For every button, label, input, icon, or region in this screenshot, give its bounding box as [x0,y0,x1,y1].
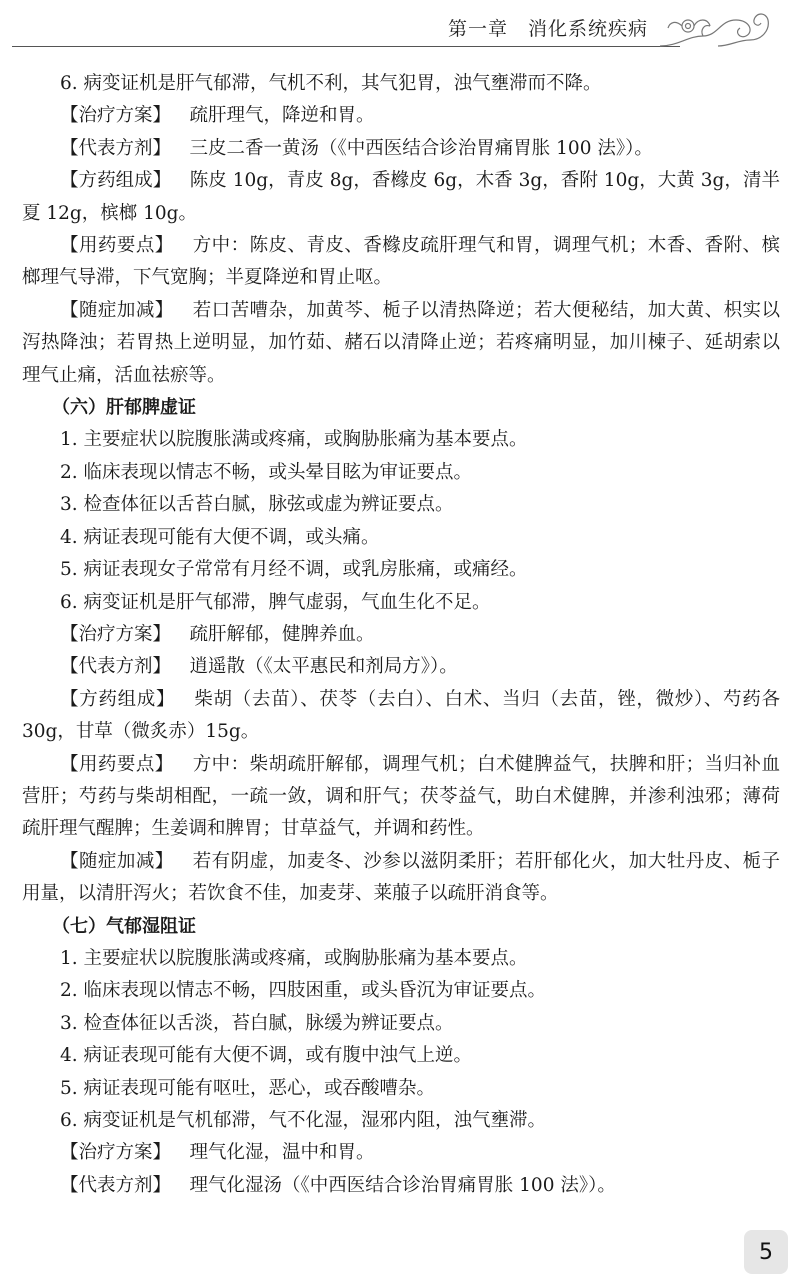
tagged-paragraph [22,100,780,132]
tagged-paragraph [22,651,780,683]
floral-ornament-icon [658,6,776,50]
list-item: 1. 主要症状以脘腹胀满或疼痛，或胸胁胀痛为基本要点。 [60,947,528,969]
header-rule [12,46,680,47]
section-tag: 【随症加减】 [60,850,174,872]
tagged-paragraph [22,619,780,651]
section-tag: 【方药组成】 [60,170,172,192]
chapter-title: 第一章 消化系统疾病 [447,18,648,40]
section-tag: 【治疗方案】 [60,105,172,127]
list-item: 2. 临床表现以情志不畅，四肢困重，或头昏沉为审证要点。 [60,980,547,1002]
tagged-paragraph [22,1137,780,1169]
tagged-paragraph [22,684,780,749]
tagged-paragraph [22,133,780,165]
paragraph-text: 疏肝解郁，健脾养血。 [189,623,375,645]
paragraph-text: 三皮二香一黄汤（《中西医结合诊治胃痛胃胀 100 法》）。 [189,137,653,159]
list-item: 3. 检查体征以舌苔白腻，脉弦或虚为辨证要点。 [60,494,454,516]
paragraph-text: 逍遥散（《太平惠民和剂局方》）。 [189,656,458,678]
paragraph-text: 陈皮 10g，青皮 8g，香橼皮 6g，木香 3g，香附 10g，大黄 3g，清半夏 12g，槟榔 10g。 [22,170,780,224]
list-item: 6. 病变证机是肝气郁滞，脾气虚弱，气血生化不足。 [60,591,491,613]
main-text [22,68,780,1202]
list-item: 6. 病变证机是气机郁滞，气不化湿，湿邪内阻，浊气壅滞。 [60,1110,547,1131]
tagged-paragraph [22,165,780,230]
section-tag: 【方药组成】 [60,688,176,710]
tagged-paragraph [22,295,780,392]
list-item: 5. 病证表现女子常常有月经不调，或乳房胀痛，或痛经。 [60,559,528,581]
tagged-paragraph [22,230,780,295]
list-item: 6. 病变证机是肝气郁滞，气机不利，其气犯胃，浊气壅滞而不降。 [60,73,602,94]
page-header [0,0,800,50]
list-item: 1. 主要症状以脘腹胀满或疼痛，或胸胁胀痛为基本要点。 [60,429,528,451]
paragraph-text: 疏肝理气，降逆和胃。 [189,105,375,127]
tagged-paragraph [22,846,780,911]
paragraph-text: 若有阴虚，加麦冬、沙参以滋阴柔肝；若肝郁化火，加大牡丹皮、栀子用量，以清肝泻火；若饮食不佳，加麦芽、莱菔子以疏肝消食等。 [22,850,780,905]
paragraph-text: 若口苦嘈杂，加黄芩、栀子以清热降逆；若大便秘结，加大黄、枳实以泻热降浊；若胃热上逆明显，加竹茹、赭石以清降止逆；若疼痛明显，加川楝子、延胡索以理气止痛，活血祛瘀等。 [22,299,780,386]
list-item: 2. 临床表现以情志不畅，或头晕目眩为审证要点。 [60,461,473,483]
paragraph-text: 柴胡（去苗）、茯苓（去白）、白术、当归（去苗，锉，微炒）、芍药各 30g，甘草（微炙赤）15g。 [22,688,780,743]
section-tag: 【代表方剂】 [60,656,172,678]
section-tag: 【随症加减】 [60,299,174,321]
paragraph-text: 方中：柴胡疏肝解郁，调理气机；白术健脾益气，扶脾和肝；当归补血营肝；芍药与柴胡相配，一疏一敛，调和肝气；茯苓益气，助白术健脾，并渗利浊邪；薄荷疏肝理气醒脾；生姜调和脾胃；甘草益气，并调和药性。 [22,753,780,840]
list-item: 5. 病证表现可能有呕吐，恶心，或吞酸嘈杂。 [60,1077,436,1099]
section-heading: （七）气郁湿阻证 [52,915,196,937]
list-item: 4. 病证表现可能有大便不调，或有腹中浊气上逆。 [60,1045,473,1067]
section-tag: 【治疗方案】 [60,1142,172,1164]
paragraph-text: 理气化湿，温中和胃。 [189,1142,375,1164]
list-item: 3. 检查体征以舌淡，苔白腻，脉缓为辨证要点。 [60,1012,454,1034]
tagged-paragraph [22,1170,780,1202]
paragraph-text: 理气化湿汤（《中西医结合诊治胃痛胃胀 100 法》）。 [189,1174,616,1196]
tagged-paragraph [22,749,780,846]
section-tag: 【代表方剂】 [60,1174,172,1196]
paragraph-text: 方中：陈皮、青皮、香橼皮疏肝理气和胃，调理气机；木香、香附、槟榔理气导滞，下气宽胸；半夏降逆和胃止呕。 [22,235,780,289]
section-tag: 【用药要点】 [60,753,174,775]
section-tag: 【治疗方案】 [60,623,172,645]
list-item: 4. 病证表现可能有大便不调，或头痛。 [60,526,380,548]
section-tag: 【代表方剂】 [60,137,172,159]
section-heading: （六）肝郁脾虚证 [52,397,196,419]
page-number: 5 [744,1230,788,1274]
section-tag: 【用药要点】 [60,235,174,257]
